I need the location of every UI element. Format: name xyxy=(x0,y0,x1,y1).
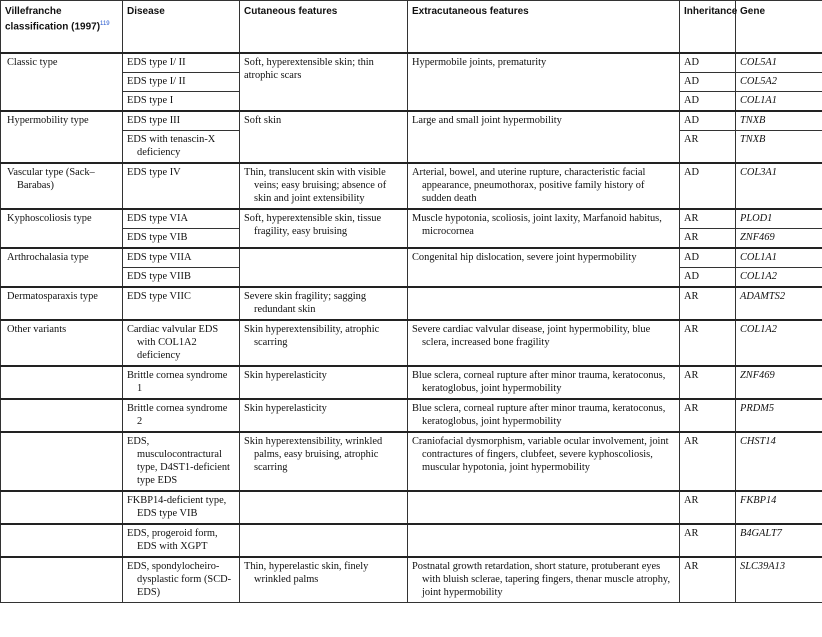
gene-cell: ZNF469 xyxy=(736,366,822,399)
disease-cell xyxy=(123,491,240,524)
classification-cell xyxy=(1,209,123,248)
extracutaneous-cell xyxy=(408,209,680,248)
classification-cell: Arthrochalasia type xyxy=(1,248,123,287)
disease-cell: EDS type VIIB xyxy=(123,267,240,287)
gene-cell: TNXB xyxy=(736,130,822,163)
cutaneous-text: Thin, hyperelastic skin, finely wrinkled palms xyxy=(244,560,369,585)
disease-cell xyxy=(123,524,240,557)
disease-text: EDS, progeroid form, EDS with XGPT xyxy=(127,527,218,552)
classification-cell-empty xyxy=(1,366,123,399)
inheritance-cell: AD xyxy=(680,267,736,287)
gene-cell: COL1A1 xyxy=(736,248,822,268)
header-extracutaneous: Extracutaneous features xyxy=(408,1,680,53)
extracutaneous-text: Arterial, bowel, and uterine rupture, characteristic facial appearance, pneumothorax, positive family history of sudden death xyxy=(412,166,646,204)
classification-cell-empty xyxy=(1,432,123,491)
header-inheritance: Inheritance xyxy=(680,1,736,53)
cutaneous-cell: Soft, hyperextensible skin; thin atrophic scars xyxy=(240,53,408,111)
table-row xyxy=(1,53,822,73)
table-row xyxy=(1,399,822,432)
extracutaneous-cell: Hypermobile joints, prematurity xyxy=(408,53,680,111)
cutaneous-text: Skin hyperextensibility, atrophic scarring xyxy=(244,323,380,348)
gene-cell: FKBP14 xyxy=(736,491,822,524)
extracutaneous-text: Severe cardiac valvular disease, joint hypermobility, blue sclera, increased bone fragility xyxy=(412,323,651,348)
cutaneous-cell xyxy=(240,287,408,320)
gene-cell: COL5A2 xyxy=(736,72,822,91)
gene-cell: B4GALT7 xyxy=(736,524,822,557)
cutaneous-cell: Skin hyperelasticity xyxy=(240,366,408,399)
disease-cell: EDS type I/ II xyxy=(123,53,240,73)
extracutaneous-cell xyxy=(408,320,680,366)
inheritance-cell: AR xyxy=(680,524,736,557)
gene-cell: COL3A1 xyxy=(736,163,822,209)
cutaneous-cell: Soft skin xyxy=(240,111,408,163)
gene-cell: ADAMTS2 xyxy=(736,287,822,320)
inheritance-cell: AR xyxy=(680,320,736,366)
gene-cell: PRDM5 xyxy=(736,399,822,432)
inheritance-cell: AR xyxy=(680,557,736,603)
cutaneous-cell xyxy=(240,209,408,248)
header-disease: Disease xyxy=(123,1,240,53)
disease-text: EDS with tenascin-X deficiency xyxy=(127,133,216,158)
extracutaneous-cell xyxy=(408,557,680,603)
table-row xyxy=(1,111,822,131)
inheritance-cell: AD xyxy=(680,72,736,91)
reference-marker[interactable]: 119 xyxy=(100,21,110,27)
header-classification: Villefranche classification (1997)$^{119}$ xyxy=(1,1,123,53)
disease-cell: EDS type VIIA xyxy=(123,248,240,268)
disease-cell: EDS type I xyxy=(123,91,240,111)
disease-cell: EDS type VIB xyxy=(123,228,240,248)
extracutaneous-text: Craniofacial dysmorphism, variable ocular involvement, joint contractures of fingers, clubfeet, severe kyphoscoliosis, muscular hypotonia, joint hypermobility xyxy=(412,435,669,473)
table-row xyxy=(1,209,822,229)
gene-cell: PLOD1 xyxy=(736,209,822,229)
classification-cell xyxy=(1,287,123,320)
table-row xyxy=(1,432,822,491)
classification-cell xyxy=(1,163,123,209)
cutaneous-cell xyxy=(240,557,408,603)
cutaneous-cell xyxy=(240,432,408,491)
gene-cell: TNXB xyxy=(736,111,822,131)
header-gene: Gene xyxy=(736,1,822,53)
extracutaneous-cell xyxy=(408,163,680,209)
table-row xyxy=(1,287,822,320)
inheritance-cell: AR xyxy=(680,366,736,399)
disease-text: Cardiac valvular EDS with COL1A2 deficiency xyxy=(127,323,219,361)
gene-cell: COL1A2 xyxy=(736,267,822,287)
extracutaneous-text: Blue sclera, corneal rupture after minor trauma, keratoconus, keratoglobus, joint hypermobility xyxy=(412,369,666,394)
table-row xyxy=(1,163,822,209)
classification-text: Kyphoscoliosis type xyxy=(7,212,92,224)
cutaneous-text: Soft, hyperextensible skin, tissue fragility, easy bruising xyxy=(244,212,382,237)
classification-cell-empty xyxy=(1,557,123,603)
extracutaneous-cell: Large and small joint hypermobility xyxy=(408,111,680,163)
classification-text: Dermatosparaxis type xyxy=(7,290,98,302)
cutaneous-cell xyxy=(240,491,408,524)
table-row xyxy=(1,248,822,268)
table-row xyxy=(1,320,822,366)
inheritance-cell: AR xyxy=(680,399,736,432)
disease-text: Brittle cornea syndrome 1 xyxy=(127,369,228,394)
inheritance-cell: AD xyxy=(680,163,736,209)
extracutaneous-cell: Congenital hip dislocation, severe joint hypermobility xyxy=(408,248,680,287)
inheritance-cell: AD xyxy=(680,91,736,111)
disease-cell xyxy=(123,130,240,163)
classification-cell-empty xyxy=(1,491,123,524)
disease-cell xyxy=(123,366,240,399)
disease-text: Brittle cornea syndrome 2 xyxy=(127,402,228,427)
table-row xyxy=(1,524,822,557)
extracutaneous-cell xyxy=(408,524,680,557)
inheritance-cell: AD xyxy=(680,111,736,131)
table-row xyxy=(1,557,822,603)
extracutaneous-cell xyxy=(408,399,680,432)
inheritance-cell: AD xyxy=(680,53,736,73)
extracutaneous-cell xyxy=(408,287,680,320)
disease-text: EDS, spondylocheiro-dysplastic form (SCD-EDS) xyxy=(127,560,232,598)
classification-cell-empty xyxy=(1,399,123,432)
gene-cell: COL1A2 xyxy=(736,320,822,366)
cutaneous-text: Thin, translucent skin with visible veins; easy bruising; absence of skin and joint extensibility xyxy=(244,166,387,204)
disease-text: EDS, musculocontractural type, D4ST1-deficient type EDS xyxy=(127,435,230,486)
inheritance-cell: AR xyxy=(680,209,736,229)
extracutaneous-cell xyxy=(408,366,680,399)
gene-cell: CHST14 xyxy=(736,432,822,491)
disease-cell: EDS type VIIC xyxy=(123,287,240,320)
cutaneous-cell xyxy=(240,163,408,209)
disease-cell: EDS type VIA xyxy=(123,209,240,229)
disease-text: FKBP14-deficient type, EDS type VIB xyxy=(127,494,227,519)
classification-text: Hypermobility type xyxy=(7,114,89,126)
inheritance-cell: AD xyxy=(680,248,736,268)
extracutaneous-cell xyxy=(408,491,680,524)
disease-cell xyxy=(123,320,240,366)
classification-cell xyxy=(1,111,123,163)
header-cutaneous: Cutaneous features xyxy=(240,1,408,53)
disease-cell xyxy=(123,399,240,432)
extracutaneous-text: Blue sclera, corneal rupture after minor trauma, keratoconus, keratoglobus, joint hypermobility xyxy=(412,402,666,427)
extracutaneous-cell xyxy=(408,432,680,491)
extracutaneous-text: Postnatal growth retardation, short stature, protuberant eyes with bluish sclerae, tapering fingers, thenar muscle atrophy, joint hypermobility xyxy=(412,560,671,598)
classification-cell-empty xyxy=(1,524,123,557)
disease-cell xyxy=(123,557,240,603)
disease-cell: EDS type III xyxy=(123,111,240,131)
table-row xyxy=(1,366,822,399)
inheritance-cell: AR xyxy=(680,228,736,248)
header-row xyxy=(1,1,822,53)
cutaneous-cell xyxy=(240,248,408,287)
gene-cell: SLC39A13 xyxy=(736,557,822,603)
disease-cell xyxy=(123,432,240,491)
cutaneous-cell: Skin hyperelasticity xyxy=(240,399,408,432)
extracutaneous-text: Muscle hypotonia, scoliosis, joint laxity, Marfanoid habitus, microcornea xyxy=(412,212,662,237)
gene-cell: COL1A1 xyxy=(736,91,822,111)
classification-cell: Classic type xyxy=(1,53,123,111)
cutaneous-text: Severe skin fragility; sagging redundant skin xyxy=(244,290,367,315)
cutaneous-text: Skin hyperextensibility, wrinkled palms, easy bruising, atrophic scarring xyxy=(244,435,383,473)
classification-text: Vascular type (Sack–Barabas) xyxy=(7,166,95,191)
inheritance-cell: AR xyxy=(680,287,736,320)
cutaneous-cell xyxy=(240,320,408,366)
classification-cell: Other variants xyxy=(1,320,123,366)
gene-cell: COL5A1 xyxy=(736,53,822,73)
inheritance-cell: AR xyxy=(680,491,736,524)
inheritance-cell: AR xyxy=(680,432,736,491)
inheritance-cell: AR xyxy=(680,130,736,163)
table-row xyxy=(1,491,822,524)
cutaneous-cell xyxy=(240,524,408,557)
disease-cell: EDS type I/ II xyxy=(123,72,240,91)
gene-cell: ZNF469 xyxy=(736,228,822,248)
disease-cell: EDS type IV xyxy=(123,163,240,209)
